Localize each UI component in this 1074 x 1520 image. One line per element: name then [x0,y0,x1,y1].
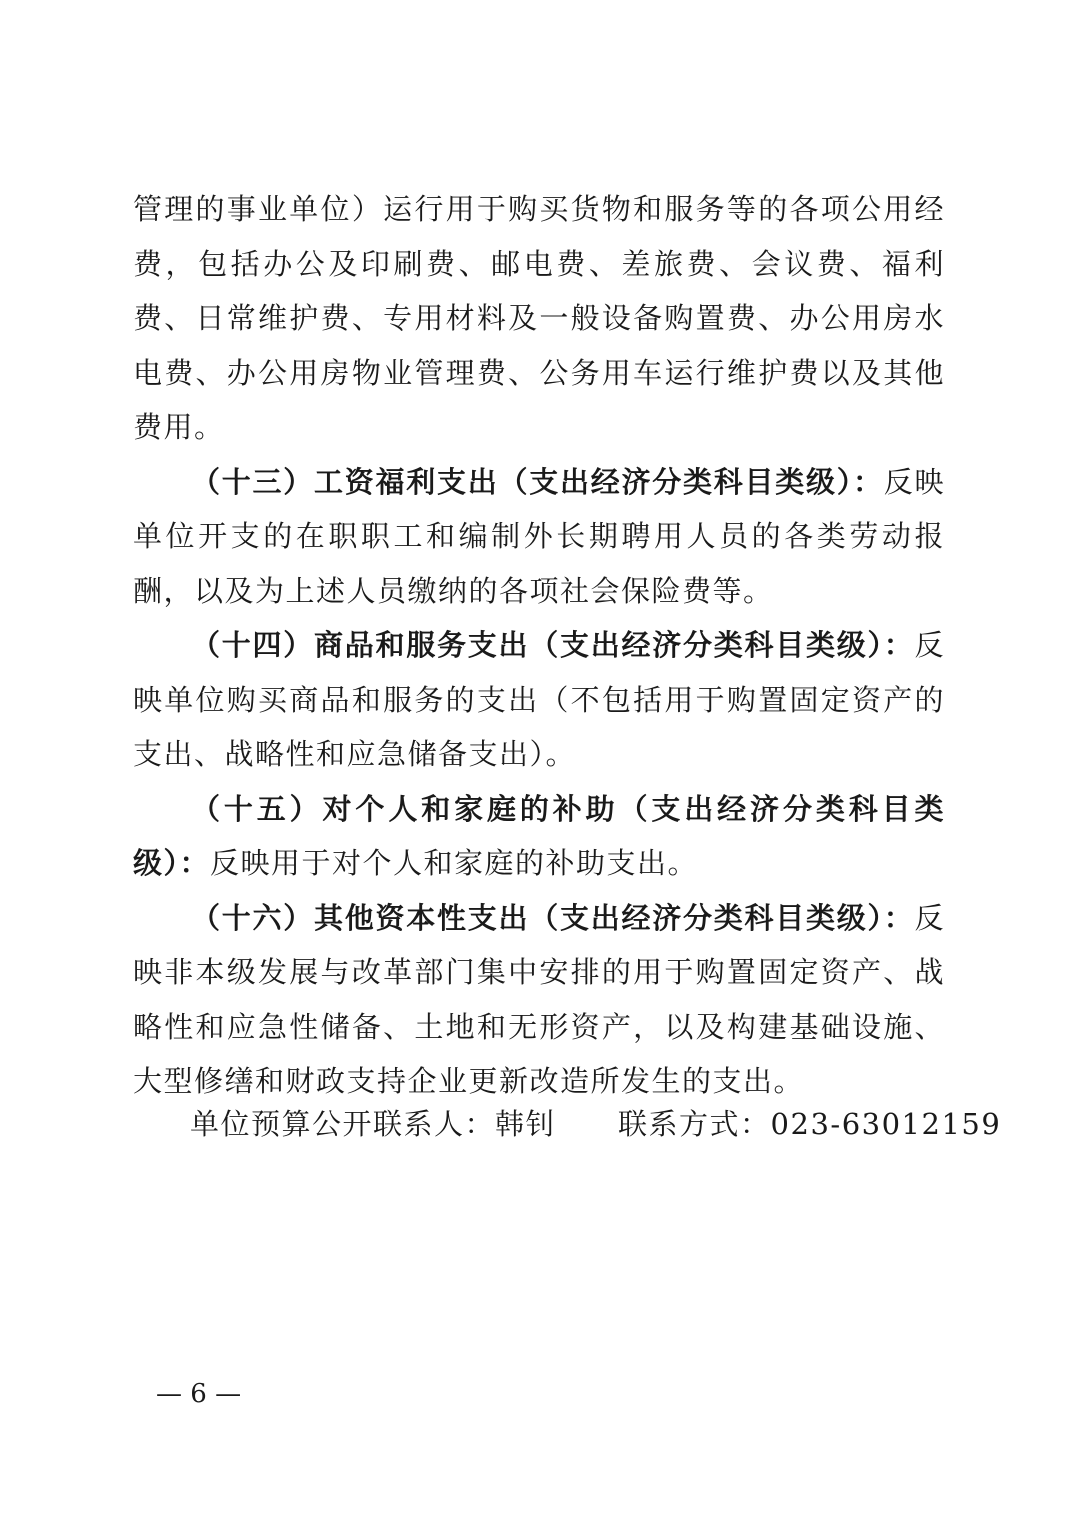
paragraph-text: 管理的事业单位）运行用于购买货物和服务等的各项公用经费，包括办公及印刷费、邮电费、差旅费、会议费、福利费、日常维护费、专用材料及一般设备购置费、办公用房水电费、办公用房物业管理费、公务用车运行维护费以及其他费用。 [133,192,945,444]
paragraph-heading: （十四）商品和服务支出（支出经济分类科目类级）： [191,628,915,662]
paragraph-heading: （十三）工资福利支出（支出经济分类科目类级）： [191,464,884,499]
paragraph-other-capital [133,891,945,1109]
paragraph-household-subsidy [133,782,945,891]
page-number: — 6 — [156,1379,242,1409]
paragraph-continuation [133,182,945,455]
document-body [133,182,945,1109]
paragraph-text: 反映单位购买商品和服务的支出（不包括用于购置固定资产的支出、战略性和应急储备支出）。 [133,628,945,771]
paragraph-salary-welfare [133,455,945,619]
paragraph-heading: （十五）对个人和家庭的补助（支出经济分类科目类级）： [133,791,945,880]
contact-phone: 023-63012159 [770,1107,1002,1141]
paragraph-text: 反映非本级发展与改革部门集中安排的用于购置固定资产、战略性和应急性储备、土地和无形资产，以及构建基础设施、大型修缮和财政支持企业更新改造所发生的支出。 [133,900,945,1098]
paragraph-text: 反映用于对个人和家庭的补助支出。 [210,846,699,880]
paragraph-text: 反映单位开支的在职职工和编制外长期聘用人员的各类劳动报酬，以及为上述人员缴纳的各项社会保险费等。 [133,464,945,608]
paragraph-goods-services [133,618,945,782]
paragraph-heading: （十六）其他资本性支出（支出经济分类科目类级）： [191,900,915,935]
contact-person-name: 韩钊 [495,1107,557,1141]
contact-person-label: 单位预算公开联系人： [190,1107,496,1141]
contact-line [190,1100,1001,1148]
contact-method-label: 联系方式： [618,1107,771,1141]
